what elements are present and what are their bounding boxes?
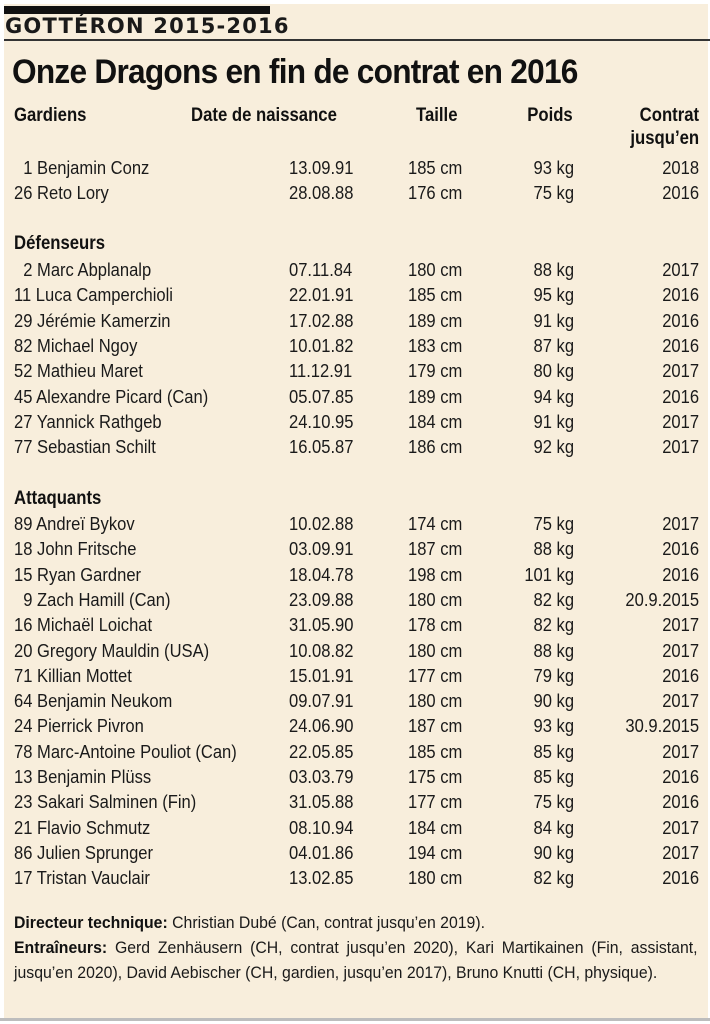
birth-date: 08.10.94: [289, 817, 354, 838]
height: 184 cm: [408, 817, 463, 838]
player-number: 89: [14, 514, 33, 534]
weight: 95 kg: [533, 285, 574, 306]
weight: 75 kg: [533, 183, 574, 204]
weight: 88 kg: [533, 640, 574, 661]
player-name: Gregory Mauldin (USA): [37, 640, 210, 661]
player-number: 71: [14, 665, 33, 686]
birth-date: 04.01.86: [289, 842, 354, 863]
contract-until: 2017: [662, 817, 699, 838]
player-number: 1: [23, 158, 33, 178]
birth-date: 13.09.91: [289, 158, 354, 178]
contract-until: 20.9.2015: [625, 589, 699, 610]
player-number: 15: [14, 564, 33, 585]
player-name: Mathieu Maret: [37, 361, 143, 382]
weight: 101 kg: [524, 564, 574, 585]
player-name: Ryan Gardner: [37, 564, 142, 585]
height: 175 cm: [408, 767, 463, 787]
player-number: 82: [14, 335, 33, 356]
player-number: 20: [14, 640, 33, 661]
player-cell: [14, 283, 173, 308]
player-name: Marc-Antoine Pouliot (Can): [37, 741, 237, 762]
table-row: [0, 841, 710, 866]
height: 186 cm: [408, 437, 463, 458]
table-row: [0, 512, 710, 537]
table-row: [0, 664, 710, 689]
height: 185 cm: [408, 285, 463, 306]
contract-until: 2017: [662, 361, 699, 382]
director-label: Directeur technique:: [14, 913, 168, 932]
column-header-date: Date de naissance: [191, 105, 337, 126]
height: 185 cm: [408, 741, 463, 762]
player-cell: [14, 563, 141, 588]
player-cell: [14, 588, 170, 613]
player-name: Pierrick Pivron: [37, 716, 144, 737]
birth-date: 18.04.78: [289, 564, 354, 585]
player-cell: [14, 309, 170, 334]
contract-until: 2016: [662, 539, 699, 560]
height: 185 cm: [408, 158, 463, 178]
weight: 88 kg: [533, 539, 574, 560]
birth-date: 10.01.82: [289, 335, 354, 356]
height: 179 cm: [408, 361, 463, 382]
player-name: Zach Hamill (Can): [37, 589, 171, 610]
birth-date: 03.09.91: [289, 539, 354, 560]
staff-footer: [14, 910, 698, 985]
weight: 87 kg: [533, 335, 574, 356]
height: 194 cm: [408, 842, 463, 863]
player-cell: [14, 790, 196, 815]
player-number: 29: [14, 310, 33, 331]
weight: 82 kg: [533, 615, 574, 636]
table-row: [0, 385, 710, 410]
player-name: Benjamin Neukom: [37, 691, 173, 712]
height: 180 cm: [408, 589, 463, 610]
player-number: 16: [14, 615, 33, 636]
player-cell: [14, 866, 150, 891]
height: 183 cm: [408, 335, 463, 356]
weight: 75 kg: [533, 792, 574, 813]
height: 174 cm: [408, 514, 463, 534]
player-number: 17: [14, 868, 33, 889]
weight: 93 kg: [533, 158, 574, 178]
player-name: Yannick Rathgeb: [36, 411, 162, 432]
birth-date: 11.12.91: [289, 361, 353, 382]
height: 184 cm: [408, 411, 463, 432]
weight: 82 kg: [533, 589, 574, 610]
birth-date: 23.09.88: [289, 589, 354, 610]
weight: 92 kg: [533, 437, 574, 458]
player-number: 86: [14, 842, 33, 863]
height: 180 cm: [408, 691, 463, 712]
player-name: Benjamin Conz: [37, 158, 150, 178]
player-name: Michael Ngoy: [37, 335, 138, 356]
table-row: [0, 563, 710, 588]
height: 176 cm: [408, 183, 463, 204]
table-row: [0, 639, 710, 664]
weight: 91 kg: [533, 411, 574, 432]
birth-date: 13.02.85: [289, 868, 354, 889]
player-number: 9: [23, 589, 33, 610]
player-number: 2: [23, 260, 33, 280]
table-row: [0, 588, 710, 613]
player-cell: [14, 181, 109, 206]
player-name: Killian Mottet: [37, 665, 132, 686]
contract-until: 2017: [662, 437, 699, 458]
birth-date: 31.05.90: [289, 615, 354, 636]
contract-until: 2017: [662, 260, 699, 280]
birth-date: 07.11.84: [289, 260, 353, 280]
weight: 85 kg: [533, 767, 574, 787]
table-row: [0, 689, 710, 714]
height: 180 cm: [408, 640, 463, 661]
birth-date: 05.07.85: [289, 386, 354, 407]
height: 180 cm: [408, 868, 463, 889]
weight: 79 kg: [533, 665, 574, 686]
player-number: 27: [14, 411, 33, 432]
column-header-weight: Poids: [527, 105, 573, 126]
birth-date: 10.02.88: [289, 514, 354, 534]
weight: 94 kg: [533, 386, 574, 407]
birth-date: 22.01.91: [289, 285, 354, 306]
height: 187 cm: [408, 716, 463, 737]
player-cell: [14, 664, 132, 689]
birth-date: 31.05.88: [289, 792, 354, 813]
player-cell: [14, 639, 209, 664]
weight: 84 kg: [533, 817, 574, 838]
weight: 91 kg: [533, 310, 574, 331]
section-header: Défenseurs: [14, 233, 106, 254]
contract-until: 2016: [662, 767, 699, 787]
table-row: [0, 309, 710, 334]
birth-date: 09.07.91: [289, 691, 354, 712]
contract-until: 2017: [662, 691, 699, 712]
player-name: Benjamin Plüss: [37, 767, 152, 787]
player-number: 64: [14, 691, 33, 712]
table-row: [0, 181, 710, 206]
table-row: [0, 537, 710, 562]
player-name: Sebastian Schilt: [37, 437, 156, 458]
player-name: Sakari Salminen (Fin): [37, 792, 197, 813]
weight: 75 kg: [533, 514, 574, 534]
player-number: 13: [14, 767, 33, 787]
player-name: Reto Lory: [37, 183, 109, 204]
contract-until: 2017: [662, 514, 699, 534]
player-cell: [14, 512, 135, 537]
table-row: [0, 334, 710, 359]
coaches-text: Gerd Zenhäusern (CH, contrat jusqu’en 2020), Kari Martikainen (Fin, assistant, jusqu’en 2020), David Aebischer (CH, gardien, jusqu’en 2017), Bruno Knutti (CH, physique).: [14, 938, 698, 982]
table-row: [0, 613, 710, 638]
player-cell: [14, 410, 162, 435]
kicker-bar: [4, 6, 270, 14]
contract-until: 2017: [662, 640, 699, 661]
contract-until: 30.9.2015: [625, 716, 699, 737]
birth-date: 15.01.91: [289, 665, 354, 686]
contract-until: 2016: [662, 792, 699, 813]
height: 187 cm: [408, 539, 463, 560]
height: 180 cm: [408, 260, 463, 280]
kicker: GOTTÉRON 2015-2016: [5, 14, 290, 38]
contract-until: 2016: [662, 665, 699, 686]
player-cell: [14, 816, 150, 841]
weight: 85 kg: [533, 741, 574, 762]
contract-until: 2017: [662, 411, 699, 432]
table-row: [0, 816, 710, 841]
table-row: [0, 258, 710, 283]
player-name: Jérémie Kamerzin: [37, 310, 171, 331]
birth-date: 22.05.85: [289, 741, 354, 762]
table-row: [0, 740, 710, 765]
contract-until: 2017: [662, 741, 699, 762]
player-number: 77: [14, 437, 33, 458]
section-header-gardiens: Gardiens: [14, 105, 87, 126]
birth-date: 24.10.95: [289, 411, 354, 432]
player-cell: [14, 689, 172, 714]
weight: 90 kg: [533, 842, 574, 863]
player-name: Flavio Schmutz: [37, 817, 151, 838]
contract-until: 2016: [662, 183, 699, 204]
contract-until: 2018: [662, 158, 699, 178]
player-cell: [14, 359, 143, 384]
birth-date: 28.08.88: [289, 183, 354, 204]
director-line: [14, 910, 698, 935]
director-text: Christian Dubé (Can, contrat jusqu’en 2019).: [167, 913, 486, 932]
weight: 93 kg: [533, 716, 574, 737]
birth-date: 17.02.88: [289, 310, 354, 331]
player-number: 45: [14, 386, 33, 407]
height: 189 cm: [408, 386, 463, 407]
column-header-height: Taille: [416, 105, 458, 126]
player-cell: [14, 435, 156, 460]
player-number: 24: [14, 716, 33, 737]
player-number: 26: [14, 183, 33, 204]
contract-until: 2016: [662, 335, 699, 356]
player-name: John Fritsche: [37, 539, 137, 560]
player-number: 21: [14, 817, 33, 838]
player-name: Andreï Bykov: [36, 514, 135, 534]
table-row: [0, 359, 710, 384]
contract-until: 2016: [662, 564, 699, 585]
height: 198 cm: [408, 564, 463, 585]
player-name: Marc Abplanalp: [37, 260, 152, 280]
table-row: [0, 765, 710, 790]
player-name: Alexandre Picard (Can): [36, 386, 209, 407]
contract-until: 2016: [662, 386, 699, 407]
contract-until: 2016: [662, 310, 699, 331]
weight: 88 kg: [533, 260, 574, 280]
player-cell: [14, 765, 151, 790]
column-header-contract-line2: jusqu’en: [630, 128, 699, 149]
table-row: [0, 714, 710, 739]
coaches-label: Entraîneurs:: [14, 938, 108, 957]
weight: 80 kg: [533, 361, 574, 382]
contract-until: 2016: [662, 285, 699, 306]
table-row: [0, 435, 710, 460]
kicker-rule: [4, 39, 710, 41]
table-row: [0, 410, 710, 435]
section-header: Attaquants: [14, 488, 102, 509]
coaches-line: [14, 935, 698, 985]
player-cell: [14, 613, 152, 638]
player-number: 78: [14, 741, 33, 762]
player-cell: [14, 156, 149, 181]
birth-date: 24.06.90: [289, 716, 354, 737]
player-cell: [14, 537, 136, 562]
table-row: [0, 790, 710, 815]
contract-until: 2017: [662, 615, 699, 636]
height: 177 cm: [408, 792, 463, 813]
height: 178 cm: [408, 615, 463, 636]
player-name: Luca Camperchioli: [35, 285, 173, 306]
player-name: Michaël Loichat: [37, 615, 153, 636]
player-cell: [14, 258, 151, 283]
table-row: [0, 283, 710, 308]
contract-until: 2016: [662, 868, 699, 889]
player-cell: [14, 334, 137, 359]
height: 189 cm: [408, 310, 463, 331]
player-cell: [14, 740, 237, 765]
player-number: 52: [14, 361, 33, 382]
player-name: Tristan Vauclair: [36, 868, 150, 889]
column-header-contract: [630, 104, 699, 150]
table-row: [0, 156, 710, 181]
player-cell: [14, 714, 144, 739]
birth-date: 03.03.79: [289, 767, 354, 787]
page-title: Onze Dragons en fin de contrat en 2016: [12, 53, 578, 91]
table-row: [0, 866, 710, 891]
player-number: 11: [14, 285, 32, 306]
birth-date: 16.05.87: [289, 437, 354, 458]
player-number: 18: [14, 539, 33, 560]
player-name: Julien Sprunger: [37, 842, 154, 863]
column-header-contract-line1: Contrat: [639, 105, 699, 126]
player-cell: [14, 841, 153, 866]
contract-until: 2017: [662, 842, 699, 863]
height: 177 cm: [408, 665, 463, 686]
birth-date: 10.08.82: [289, 640, 354, 661]
player-number: 23: [14, 792, 33, 813]
weight: 82 kg: [533, 868, 574, 889]
weight: 90 kg: [533, 691, 574, 712]
bottom-rule: [0, 1018, 710, 1021]
player-cell: [14, 385, 208, 410]
